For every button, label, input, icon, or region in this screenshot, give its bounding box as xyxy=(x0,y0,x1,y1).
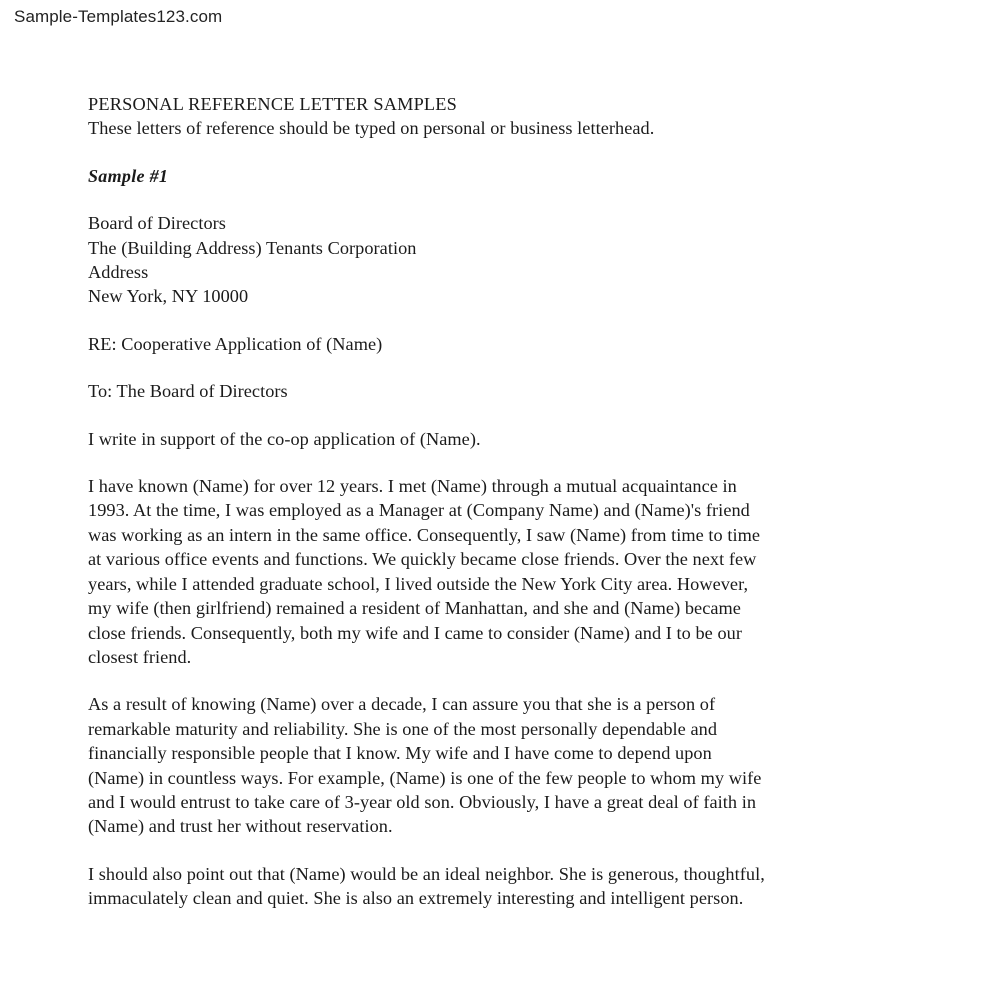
site-watermark: Sample-Templates123.com xyxy=(14,7,223,26)
paragraph-line: was working as an intern in the same office. Consequently, I saw (Name) from time to time xyxy=(88,524,761,545)
paragraph-line: years, while I attended graduate school, I lived outside the New York City area. However, xyxy=(88,573,749,594)
spacer-before-salutation xyxy=(88,356,896,379)
spacer-before-intro xyxy=(88,404,896,427)
spacer-before-address xyxy=(88,188,896,211)
sample-label: Sample #1 xyxy=(88,165,169,186)
paragraph-neighbor-recommendation xyxy=(88,862,896,911)
spacer-before-paragraph-1 xyxy=(88,451,896,474)
address-line: The (Building Address) Tenants Corporation xyxy=(88,237,417,258)
paragraph-line: (Name) in countless ways. For example, (Name) is one of the few people to whom my wife xyxy=(88,767,762,788)
intro-line: I write in support of the co-op application of (Name). xyxy=(88,428,481,449)
address-line: New York, NY 10000 xyxy=(88,286,249,307)
document-subtitle: These letters of reference should be typed on personal or business letterhead. xyxy=(88,118,655,139)
paragraph-line: I have known (Name) for over 12 years. I met (Name) through a mutual acquaintance in xyxy=(88,476,737,497)
paragraph-line: 1993. At the time, I was employed as a Manager at (Company Name) and (Name)'s friend xyxy=(88,500,750,521)
spacer-before-subject xyxy=(88,309,896,332)
paragraph-line: remarkable maturity and reliability. She is one of the most personally dependable and xyxy=(88,718,718,739)
address-line: Address xyxy=(88,262,149,283)
spacer-before-sample-label xyxy=(88,141,896,164)
address-line: Board of Directors xyxy=(88,213,226,234)
paragraph-line: closest friend. xyxy=(88,646,192,667)
paragraph-character-assessment xyxy=(88,692,896,838)
spacer-before-paragraph-3 xyxy=(88,839,896,862)
recipient-address-block xyxy=(88,211,896,309)
paragraph-line: my wife (then girlfriend) remained a resident of Manhattan, and she and (Name) became xyxy=(88,598,741,619)
document-heading xyxy=(88,92,896,141)
paragraph-line: at various office events and functions. We quickly became close friends. Over the next few xyxy=(88,549,757,570)
paragraph-line: immaculately clean and quiet. She is also an extremely interesting and intelligent person. xyxy=(88,888,744,909)
paragraph-line: close friends. Consequently, both my wife and I came to consider (Name) and I to be our xyxy=(88,622,742,643)
paragraph-line: financially responsible people that I know. My wife and I have come to depend upon xyxy=(88,743,712,764)
paragraph-line: and I would entrust to take care of 3-year old son. Obviously, I have a great deal of faith in xyxy=(88,791,757,812)
paragraph-line: As a result of knowing (Name) over a decade, I can assure you that she is a person of xyxy=(88,694,716,715)
letter-document xyxy=(88,92,896,911)
spacer-before-paragraph-2 xyxy=(88,669,896,692)
paragraph-acquaintance-history xyxy=(88,474,896,669)
document-title: PERSONAL REFERENCE LETTER SAMPLES xyxy=(88,94,458,114)
paragraph-line: (Name) and trust her without reservation. xyxy=(88,816,393,837)
salutation-line: To: The Board of Directors xyxy=(88,381,288,402)
paragraph-line: I should also point out that (Name) would be an ideal neighbor. She is generous, thoughtful, xyxy=(88,863,765,884)
subject-line: RE: Cooperative Application of (Name) xyxy=(88,333,383,354)
